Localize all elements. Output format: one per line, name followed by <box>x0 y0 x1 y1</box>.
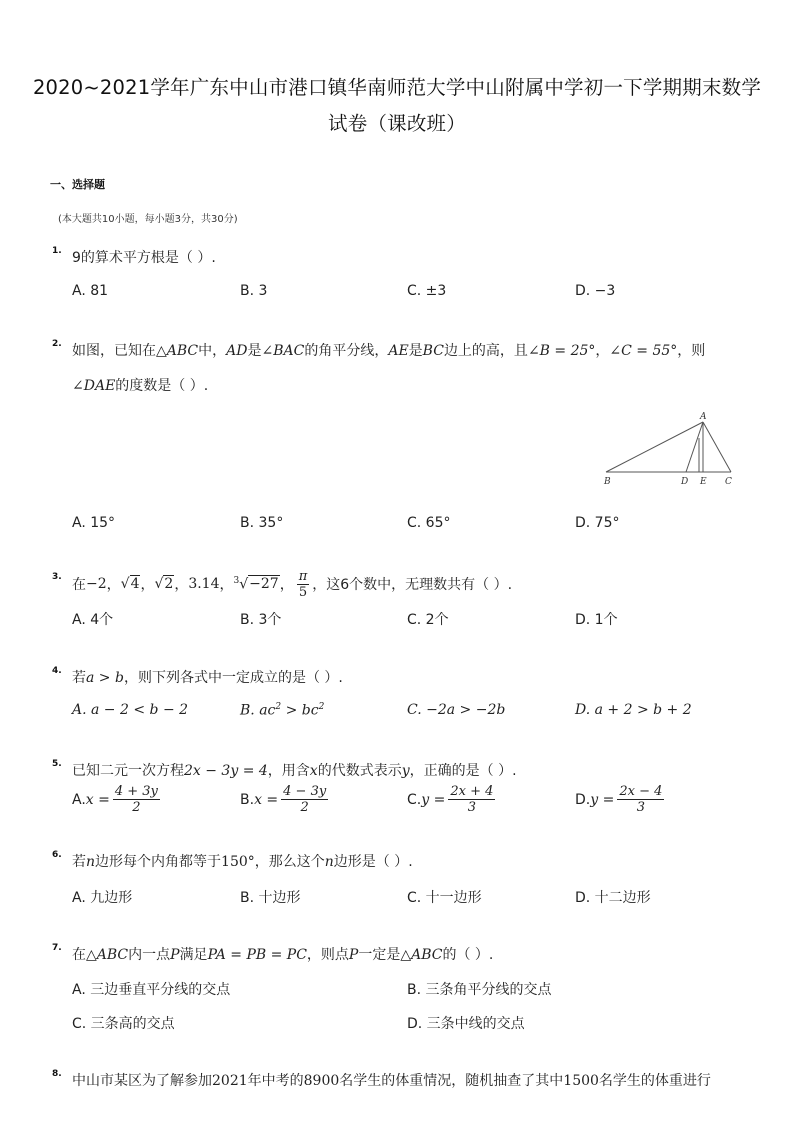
label-e: E <box>700 477 707 487</box>
option-c: C. 十一边形 <box>407 890 482 906</box>
option-a: A. a − 2 < b − 2 <box>72 702 189 718</box>
triangle-figure <box>596 408 742 488</box>
page-title-line1: 2020~2021学年广东中山市港口镇华南师范大学中山附属中学初一下学期期末数学 <box>32 76 762 99</box>
label-a: A <box>700 412 707 422</box>
question-text: 若a > b，则下列各式中一定成立的是（ ）. <box>72 670 343 686</box>
question-number: 7. <box>52 943 62 953</box>
option-b: B. x = $\frac{4 - 3y}{2}$ <box>240 784 327 815</box>
option-c: C. 三条高的交点 <box>72 1016 175 1032</box>
option-c: C. ±3 <box>407 283 447 299</box>
option-b: B. 三条角平分线的交点 <box>407 982 552 998</box>
question-number: 5. <box>52 759 62 769</box>
question-text: 在 −2 ， √4 ， √2 ， 3.14 ， $^3$√−27 ， $\frac{\pi}{5}$ ，这6个数中，无理数共有（ ）. <box>72 568 513 600</box>
sqrt-4: √4 <box>120 576 140 592</box>
question-number: 2. <box>52 339 62 349</box>
question-text: 已知二元一次方程2x − 3y = 4，用含x的代数式表示y，正确的是（ ）. <box>72 763 517 779</box>
side-ac <box>703 422 731 472</box>
option-c: C. 65° <box>407 515 451 531</box>
page-title-line2: 试卷（课改班） <box>328 112 466 135</box>
question-text-line2: ∠DAE的度数是（ ）. <box>72 378 209 394</box>
fraction-pi-over-5: $\frac{\pi}{5}$ <box>298 568 308 600</box>
question-number: 3. <box>52 572 62 582</box>
question-number: 4. <box>52 666 62 676</box>
option-d: D. 三条中线的交点 <box>407 1016 525 1032</box>
question-text: 中山市某区为了解参加2021年中考的8900名学生的体重情况，随机抽查了其中1500名学生的体重进行 <box>72 1073 711 1089</box>
question-number: 8. <box>52 1069 62 1079</box>
option-b: B. 3个 <box>240 612 282 628</box>
option-a: A. 4个 <box>72 612 114 628</box>
option-c: C. 2个 <box>407 612 449 628</box>
option-a: A. 三边垂直平分线的交点 <box>72 982 231 998</box>
cube-root: $^3$√−27 <box>233 575 279 593</box>
question-text: 若n边形每个内角都等于150°，那么这个n边形是（ ）. <box>72 854 413 870</box>
option-d: D. a + 2 > b + 2 <box>575 702 692 718</box>
option-c: C. −2a > −2b <box>407 702 506 718</box>
option-a: A. 15° <box>72 515 116 531</box>
label-c: C <box>725 477 732 487</box>
option-d: D. 75° <box>575 515 620 531</box>
option-b: B. $ac^2 > bc^2$ <box>240 702 325 719</box>
section-heading: 一、选择题 <box>50 178 105 191</box>
question-number: 6. <box>52 850 62 860</box>
option-a: A. 九边形 <box>72 890 133 906</box>
option-b: B. 3 <box>240 283 268 299</box>
question-text: 9的算术平方根是（ ）. <box>72 250 216 266</box>
section-note: (本大题共10小题，每小题3分，共30分) <box>58 214 238 225</box>
option-d: D. 1个 <box>575 612 618 628</box>
option-b: B. 35° <box>240 515 284 531</box>
label-b: B <box>604 477 611 487</box>
label-d: D <box>681 477 689 487</box>
option-a: A. x = $\frac{4 + 3y}{2}$ <box>72 784 158 815</box>
option-c: C. y = $\frac{2x + 4}{3}$ <box>407 784 494 815</box>
question-text: 在△ABC内一点P满足PA = PB = PC，则点P一定是△ABC的（ ）. <box>72 947 494 963</box>
question-number: 1. <box>52 246 62 256</box>
option-d: D. 十二边形 <box>575 890 651 906</box>
option-b: B. 十边形 <box>240 890 301 906</box>
sqrt-2: √2 <box>154 576 174 592</box>
option-d: D. y = $\frac{2x - 4}{3}$ <box>575 784 663 815</box>
question-text: 如图，已知在△ABC中，AD是∠BAC的角平分线，AE是BC边上的高，且∠B = 25°，∠C = 55°，则 <box>72 343 706 359</box>
option-d: D. −3 <box>575 283 616 299</box>
option-a: A. 81 <box>72 283 109 299</box>
